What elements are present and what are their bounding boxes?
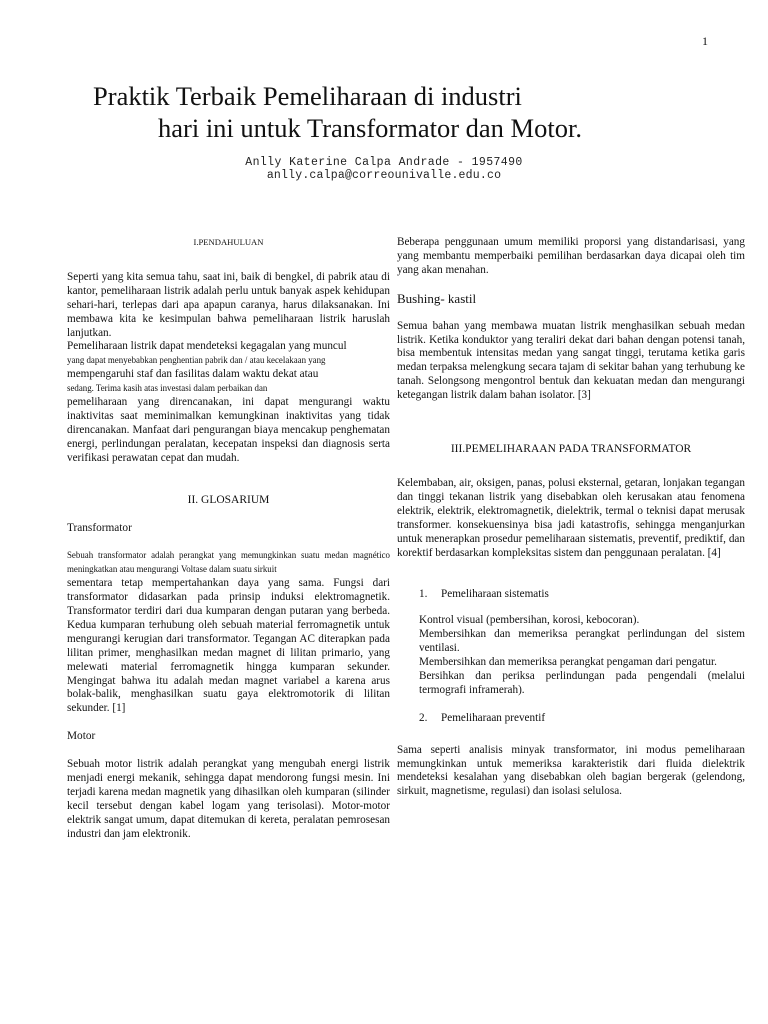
section-heading-pemeliharaan-transformator: III.PEMELIHARAAN PADA TRANSFORMATOR [450, 443, 692, 456]
numbered-item-1-label: Pemeliharaan sistematis [441, 588, 549, 601]
paper-title-line-2: hari ini untuk Transformator dan Motor. [158, 113, 582, 143]
intro-paragraph-2b: mempengaruhi staf dan fasilitas dalam waktu dekat atau [67, 368, 319, 381]
subheading-transformator: Transformator [67, 521, 132, 534]
list-item: Kontrol visual (pembersihan, korosi, kebocoran). [419, 614, 640, 627]
right-column [397, 236, 745, 799]
numbered-item-2-label: Pemeliharaan preventif [441, 711, 546, 724]
bushing-paragraph: Semua bahan yang membawa muatan listrik menghasilkan sebuah medan listrik. Ketika konduktor yang teraliri dekat dari bahan dengan potensi tanah, bisa membentuk intensitas medan yang sangat tinggi, terutama ketika garis medan terpaksa melengkung secara tajam di sekitar bahan yang terhubung ke tanah. Selongsong mengontrol bentuk dan kekuatan medan dan mengurangi ketegangan listrik dalam bahan isolator. [3] [397, 319, 745, 402]
numbered-item-1 [397, 588, 745, 602]
paper-title-line-1: Praktik Terbaik Pemeliharaan di industri [93, 81, 522, 111]
intro-paragraph-2c: pemeliharaan yang direncanakan, ini dapat mengurangi waktu inaktivitas saat meminimalkan kemungkinan inaktivitas yang tidak direncanakan. Manfaat dari pengurangan biaya mencakup penghematan energi, perlindungan peralatan, kecepatan inspeksi dan diagnosis serta verifikasi perawatan cepat dan mudah. [67, 396, 390, 464]
closing-paragraph: Sama seperti analisis minyak transformator, ini modus pemeliharaan memungkinkan untuk memeriksa karakteristik dari fluida dielektrik mendeteksi kesalahan yang disebabkan oleh bagian bergerak (gelendong, sirkuit, magnetisme, regulasi) dan isolasi selulosa. [397, 743, 745, 798]
list-item: Bersihkan dan periksa perlindungan pada pengendali (melalui termografi inframerah). [419, 669, 745, 696]
section-heading-pendahuluan: I.PENDAHULUAN [193, 237, 264, 247]
numbered-item-2-number: 2. [419, 711, 428, 724]
motor-paragraph: Sebuah motor listrik adalah perangkat yang mengubah energi listrik menjadi energi mekanik, sehingga dapat mendorong fungsi mesin. Ini terjadi karena medan magnetik yang dihasilkan oleh kumparan (silinder kecil tersebut dengan kabel logam yang terisolasi). Motor-motor elektrik sangat umum, dapat ditemukan di kereta, peralatan pemrosesan industri dan jam elektronik. [67, 758, 390, 840]
numbered-item-2 [397, 712, 745, 726]
right-intro-paragraph: Beberapa penggunaan umum memiliki proporsi yang distandarisasi, yang yang membantu memperbaiki pemilihan berdasarkan daya dicapai oleh tim yang akan menahan. [397, 236, 745, 276]
author-line: Anlly Katerine Calpa Andrade - 1957490 [245, 156, 523, 169]
subheading-bushing: Bushing- kastil [397, 290, 477, 306]
numbered-item-1-number: 1. [419, 588, 428, 601]
transformator-definition-small: Sebuah transformator adalah perangkat yang memungkinkan suatu medan magnético meningkatkan atau mengurangi Voltase dalam suatu sirkuit [67, 550, 390, 575]
subheading-motor: Motor [67, 730, 96, 743]
maintenance-bullet-list [397, 614, 745, 697]
intro-paragraph-2-small-2: sedang. Terima kasih atas investasi dalam perbaikan dan [67, 383, 268, 394]
section-heading-glosarium: II. GLOSARIUM [187, 493, 270, 506]
intro-paragraph-1: Seperti yang kita semua tahu, saat ini, baik di bengkel, di pabrik atau di kantor, pemeliharaan listrik adalah perlu untuk banyak aspek kehidupan sehari-hari, terlepas dari apa apapun caranya, harus dilaksanakan. Ini membawa kita ke kesimpulan bahwa pemeliharaan listrik haruslah lanjutkan. [67, 270, 390, 339]
transformator-paragraph: sementara tetap mempertahankan daya yang sama. Fungsi dari transformator didasarkan pada prinsip induksi elektromagnetik. Transformator terdiri dari dua kumparan dengan putaran yang berbeda. Kedua kumparan terhubung oleh sebuah material ferromagnetik untuk mengurangi kerugian dari transformator. Tegangan AC diterapkan pada lilitan primer, menghasilkan medan magnet di lilitan primario, yang melewati material ferromagnetik hingga kumparan sekunder. Mengingat bahwa itu adalah medan magnet variabel a karena arus bolak-balik, menghasilkan suatu gaya elektromotorik di lilitan sekunder. [1] [67, 577, 390, 715]
transformator-maintenance-paragraph: Kelembaban, air, oksigen, panas, polusi eksternal, getaran, lonjakan tegangan dan tinggi tekanan listrik yang disebabkan oleh kerusakan atau fenomena elektrik, elektrik, elektromagnetik, dielektrik, termal o teknisi dapat merusak transformer. konsekuensinya bisa jadi katastrofis, sehingga menganjurkan untuk menerapkan prosedur pemeliharaan sistematis, preventif, prediktif, dan korektif berdasarkan kompleksitas sistem dan penggunaan peralatan. [4] [397, 476, 745, 559]
author-email: anlly.calpa@correounivalle.edu.co [266, 169, 502, 182]
list-item: Membersihkan dan memeriksa perangkat pengaman dari pengatur. [419, 656, 717, 669]
intro-paragraph-2-small: yang dapat menyebabkan penghentian pabrik dan / atau kecelakaan yang [67, 355, 326, 366]
list-item: Membersihkan dan memeriksa perangkat perlindungan del sistem ventilasi. [419, 628, 745, 655]
page-number: 1 [702, 34, 708, 48]
left-column [67, 236, 390, 842]
intro-paragraph-2a: Pemeliharaan listrik dapat mendeteksi kegagalan yang muncul [67, 340, 347, 353]
